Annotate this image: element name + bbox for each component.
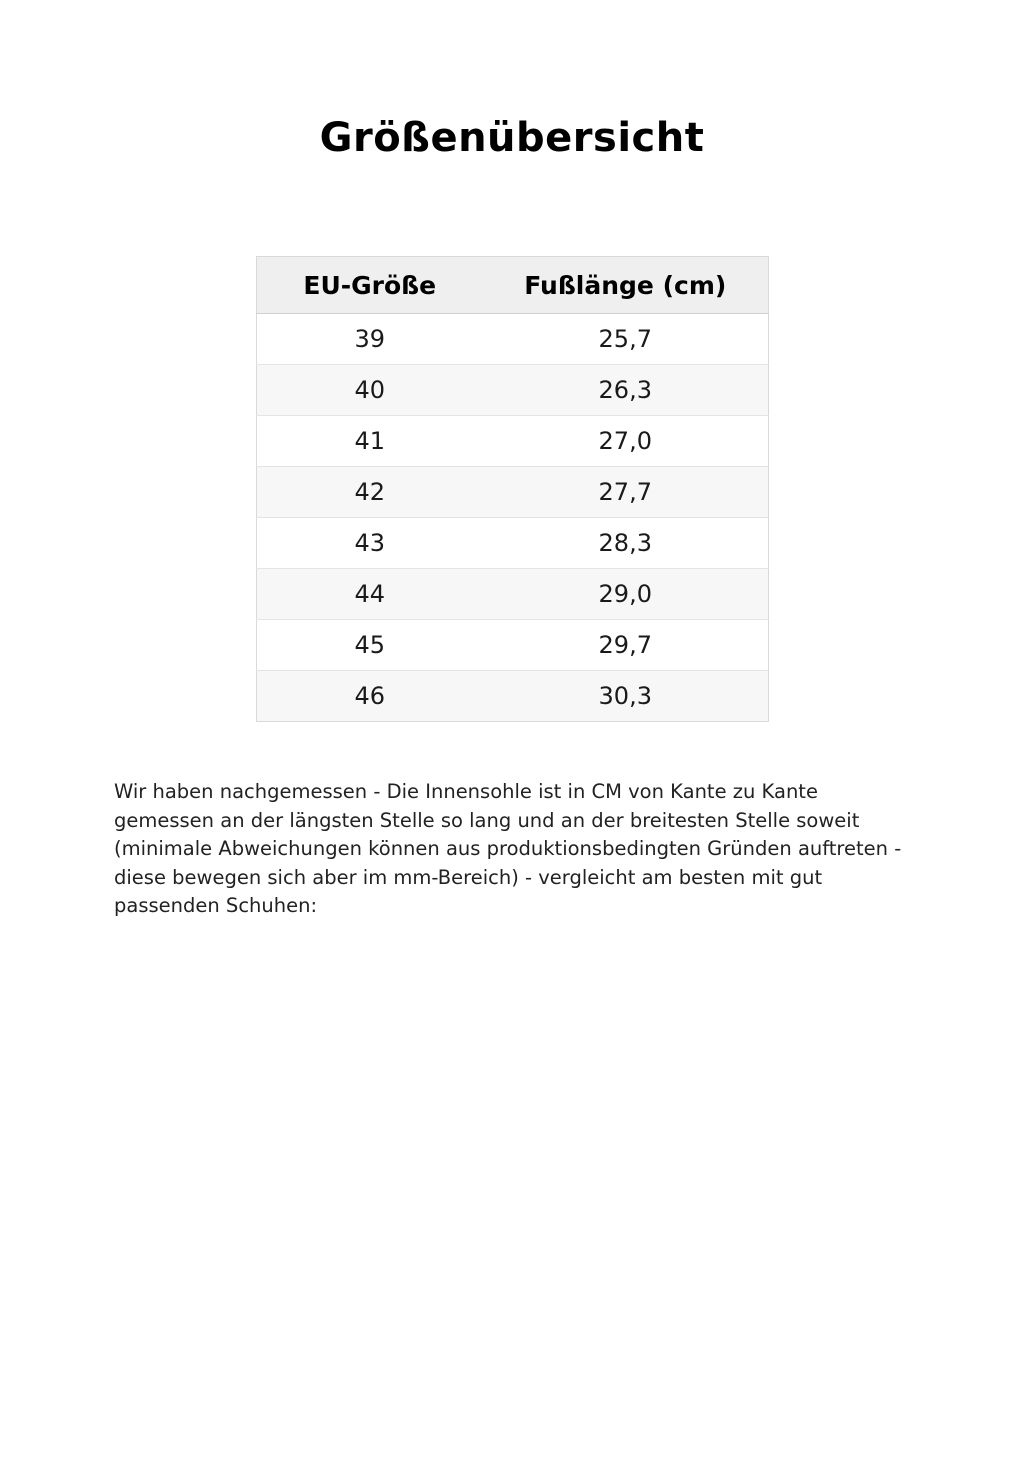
table-row: [257, 416, 769, 467]
page-title: Größenübersicht: [319, 115, 705, 161]
foot-length-cell: 27,7: [483, 467, 769, 518]
foot-length-cell: 26,3: [483, 365, 769, 416]
column-header-foot-length: Fußlänge (cm): [483, 257, 769, 314]
foot-length-cell: 30,3: [483, 671, 769, 722]
table-row: [257, 518, 769, 569]
eu-size-cell: 39: [257, 314, 483, 365]
table-row: [257, 569, 769, 620]
table-row: [257, 314, 769, 365]
foot-length-cell: 25,7: [483, 314, 769, 365]
eu-size-cell: 42: [257, 467, 483, 518]
foot-length-cell: 27,0: [483, 416, 769, 467]
eu-size-cell: 41: [257, 416, 483, 467]
eu-size-cell: 44: [257, 569, 483, 620]
eu-size-cell: 40: [257, 365, 483, 416]
eu-size-cell: 45: [257, 620, 483, 671]
table-row: [257, 467, 769, 518]
table-header-row: [257, 257, 769, 314]
column-header-eu-size: EU-Größe: [257, 257, 483, 314]
foot-length-cell: 29,7: [483, 620, 769, 671]
table-row: [257, 365, 769, 416]
foot-length-cell: 28,3: [483, 518, 769, 569]
measurement-note: Wir haben nachgemessen - Die Innensohle ist in CM von Kante zu Kante gemessen an der längsten Stelle so lang und an der breitesten Stelle soweit (minimale Abweichungen können aus produktionsbedingten Gründen auftreten - diese bewegen sich aber im mm-Bereich) - vergleicht am besten mit gut passenden Schuhen:: [114, 780, 902, 917]
size-chart-table: [256, 256, 769, 722]
eu-size-cell: 46: [257, 671, 483, 722]
foot-length-cell: 29,0: [483, 569, 769, 620]
eu-size-cell: 43: [257, 518, 483, 569]
table-row: [257, 671, 769, 722]
table-row: [257, 620, 769, 671]
